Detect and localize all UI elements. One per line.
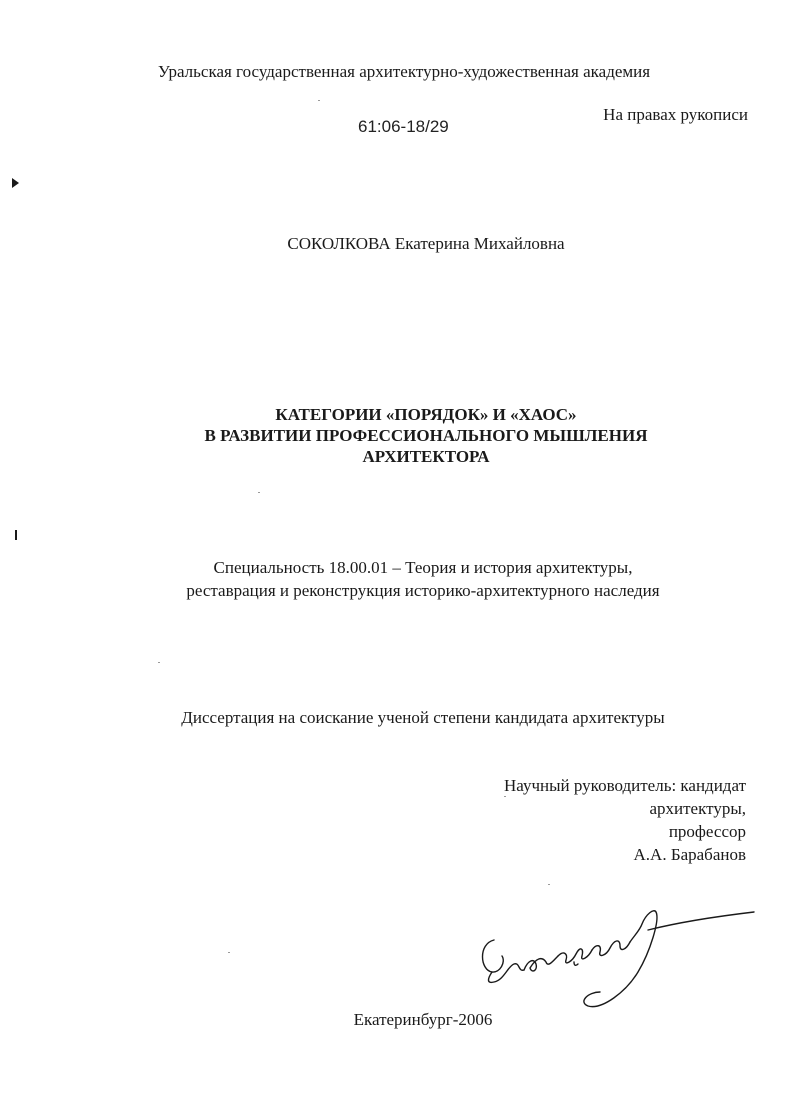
specialty-line-2: реставрация и реконструкция историко-архитектурного наследия <box>186 581 660 600</box>
specialty-block <box>0 556 792 602</box>
scan-speck <box>258 492 260 493</box>
degree-statement: Диссертация на соискание ученой степени кандидата архитектуры <box>181 708 665 727</box>
handwritten-signature <box>470 900 760 1020</box>
rights-notice: На правах рукописи <box>603 105 748 124</box>
supervisor-line-4: А.А. Барабанов <box>633 845 746 864</box>
scan-speck <box>548 884 550 885</box>
supervisor-line-2: архитектуры, <box>649 799 746 818</box>
supervisor-block <box>504 774 746 866</box>
scan-margin-tick <box>14 530 18 540</box>
scan-speck <box>318 100 320 101</box>
scan-speck <box>228 952 230 953</box>
scan-speck <box>158 662 160 663</box>
archive-stamp-number: 61:06-18/29 <box>358 117 449 136</box>
institution-name: Уральская государственная архитектурно-художественная академия <box>157 62 651 81</box>
title-line-1: КАТЕГОРИИ «ПОРЯДОК» И «ХАОС» <box>275 405 577 424</box>
author-name: СОКОЛКОВА Екатерина Михайловна <box>287 234 565 253</box>
scan-speck <box>504 796 506 797</box>
supervisor-line-1: Научный руководитель: кандидат <box>504 776 746 795</box>
title-line-2: В РАЗВИТИИ ПРОФЕССИОНАЛЬНОГО МЫШЛЕНИЯ <box>204 426 648 445</box>
city-year: Екатеринбург-2006 <box>353 1010 493 1029</box>
dissertation-title <box>0 404 792 467</box>
specialty-line-1: Специальность 18.00.01 – Теория и история архитектуры, <box>213 558 633 577</box>
supervisor-line-3: профессор <box>668 822 746 841</box>
title-line-3: АРХИТЕКТОРА <box>362 447 490 466</box>
scan-margin-mark <box>10 176 22 190</box>
